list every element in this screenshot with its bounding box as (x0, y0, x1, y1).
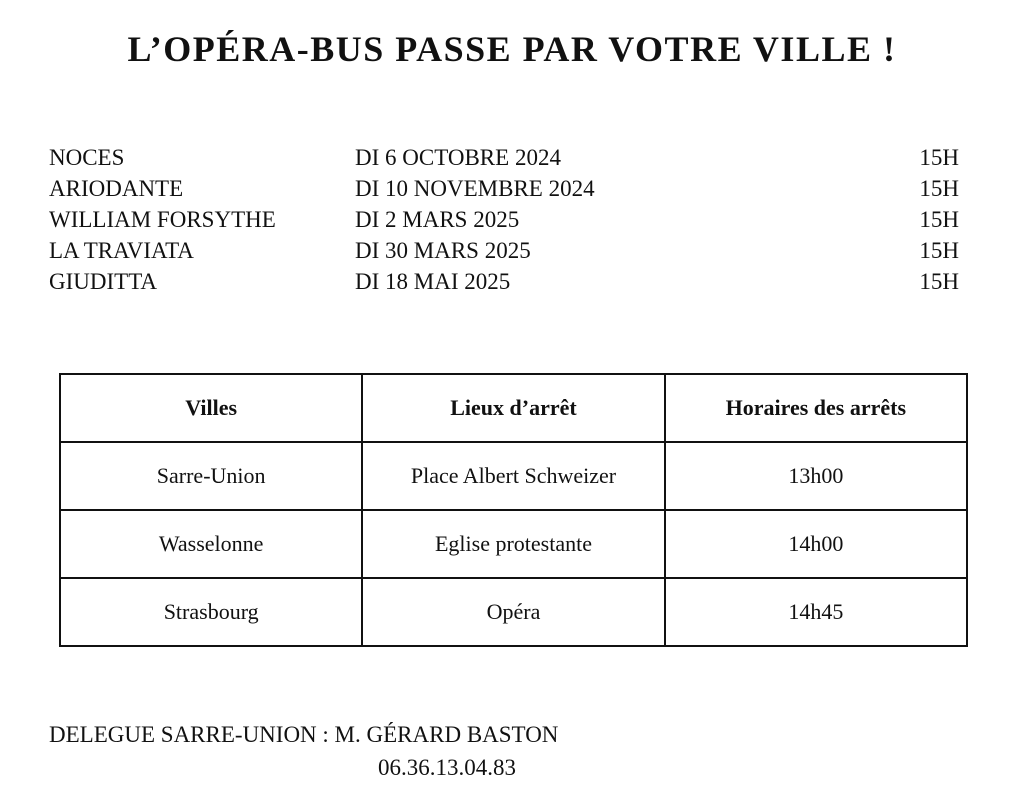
show-row (49, 145, 959, 176)
table-cell-lieu: Opéra (362, 578, 664, 646)
table-row (60, 442, 967, 510)
show-schedule (49, 145, 959, 300)
delegate-contact: DELEGUE SARRE-UNION : M. GÉRARD BASTON (49, 722, 559, 747)
delegate-phone: 06.36.13.04.83 (378, 755, 516, 780)
show-date: DI 6 OCTOBRE 2024 (355, 145, 561, 170)
column-header-lieux: Lieux d’arrêt (362, 374, 664, 442)
bus-stops-table (59, 373, 968, 647)
table-cell-lieu: Eglise protestante (362, 510, 664, 578)
table-cell-horaire: 13h00 (665, 442, 967, 510)
show-name: ARIODANTE (49, 176, 184, 201)
show-name: GIUDITTA (49, 269, 158, 294)
show-date: DI 30 MARS 2025 (355, 238, 531, 263)
show-name: WILLIAM FORSYTHE (49, 207, 276, 232)
show-date: DI 10 NOVEMBRE 2024 (355, 176, 595, 201)
page-title: L’OPÉRA-BUS PASSE PAR VOTRE VILLE ! (127, 29, 897, 69)
table-cell-horaire: 14h45 (665, 578, 967, 646)
table-cell-horaire: 14h00 (665, 510, 967, 578)
show-row (49, 176, 959, 207)
column-header-horaires: Horaires des arrêts (665, 374, 967, 442)
table-row (60, 578, 967, 646)
show-date: DI 18 MAI 2025 (355, 269, 511, 294)
show-time: 15H (919, 269, 959, 294)
table-row (60, 510, 967, 578)
table-cell-ville: Strasbourg (60, 578, 362, 646)
show-row (49, 269, 959, 300)
show-time: 15H (919, 145, 959, 170)
show-name: NOCES (49, 145, 125, 170)
show-name: LA TRAVIATA (49, 238, 194, 263)
show-time: 15H (919, 176, 959, 201)
table-cell-lieu: Place Albert Schweizer (362, 442, 664, 510)
show-date: DI 2 MARS 2025 (355, 207, 520, 232)
table-cell-ville: Sarre-Union (60, 442, 362, 510)
column-header-villes: Villes (60, 374, 362, 442)
table-header-row (60, 374, 967, 442)
show-time: 15H (919, 238, 959, 263)
show-row (49, 207, 959, 238)
show-time: 15H (919, 207, 959, 232)
table-cell-ville: Wasselonne (60, 510, 362, 578)
show-row (49, 238, 959, 269)
